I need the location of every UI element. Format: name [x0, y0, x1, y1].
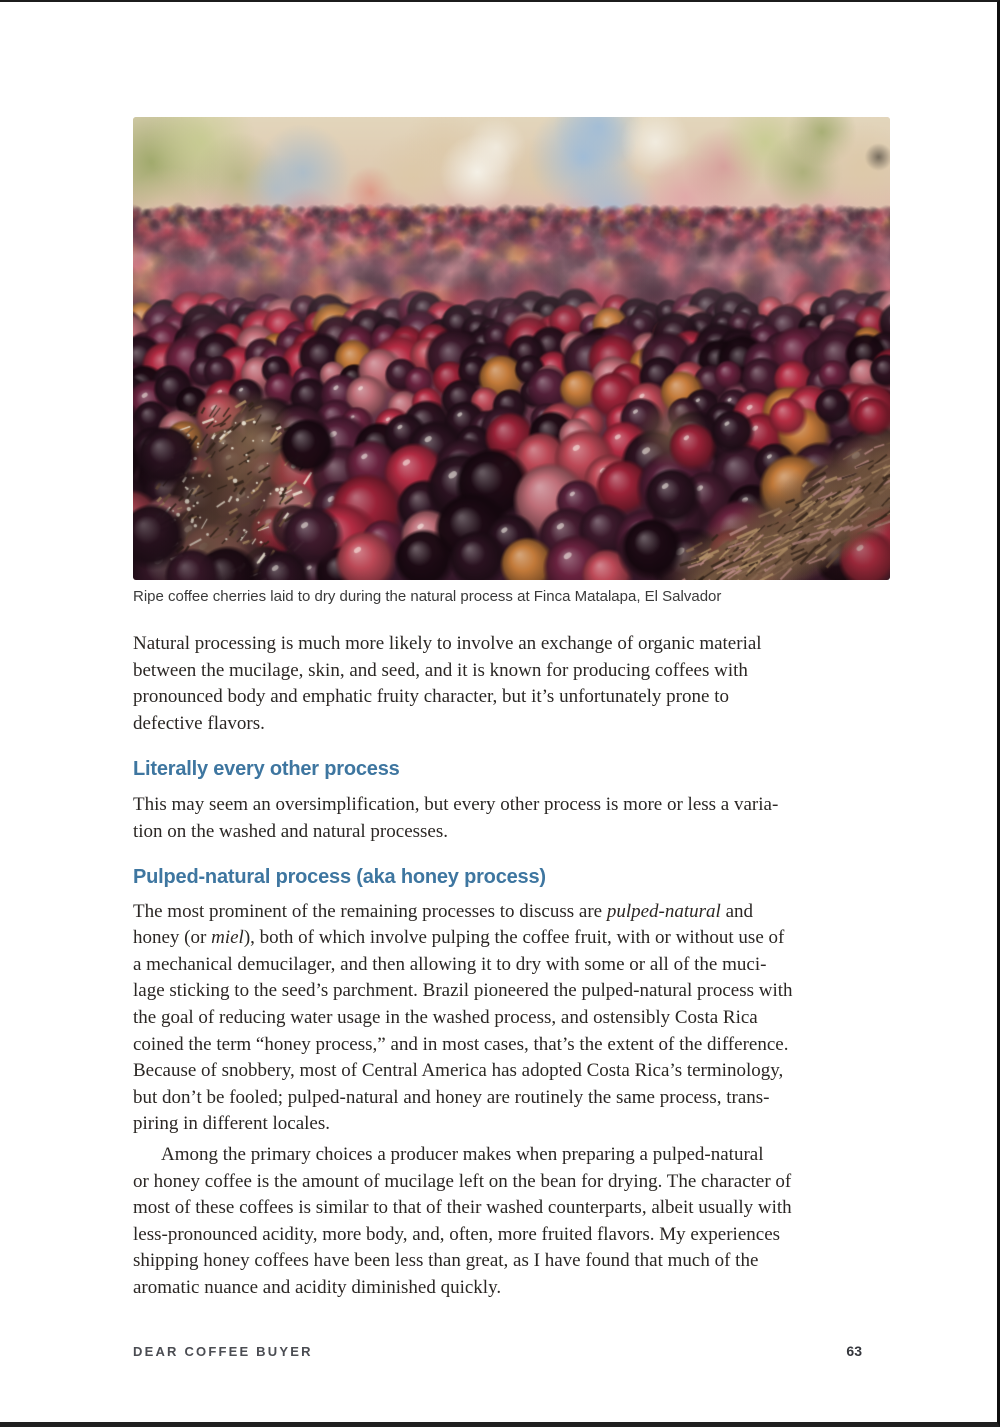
page-number: 63	[846, 1343, 862, 1359]
coffee-cherries-photo	[133, 117, 890, 580]
page-footer	[133, 1343, 890, 1359]
paragraph-among-choices: Among the primary choices a producer makes when preparing a pulped-natural or honey coffee is the amount of mucilage left on the bean for drying. The character of most of these coffees is similar to that of their washed counterparts, albeit usually with less-pronounced acidity, more body, and, often, more fruited flavors. My experiences shipping honey coffees have been less than great, as I have found that much of the aromatic nuance and acidity diminished quickly.	[133, 1143, 792, 1298]
heading-pulped-natural: Pulped-natural process (aka honey process)	[133, 865, 546, 888]
photo-caption: Ripe coffee cherries laid to dry during the natural process at Finca Matalapa, El Salvador	[133, 588, 722, 605]
page-content	[133, 117, 890, 1301]
paragraph-variation: This may seem an oversimplification, but every other process is more or less a varia- tion on the washed and natural processes.	[133, 794, 779, 842]
paragraph-pulped-natural: The most prominent of the remaining processes to discuss are pulped-natural and honey (or miel), both of which involve pulping the coffee fruit, with or without use of a mechanical demucilager, and then allowing it to dry with some or all of the muci- lage sticking to the seed’s parchment. Brazil pioneered the pulped-natural process with the goal of reducing water usage in the washed process, and ostensibly Costa Rica coined the term “honey process,” and in most cases, that’s the extent of the difference. Because of snobbery, most of Central America has adopted Costa Rica’s terminology, but don’t be fooled; pulped-natural and honey are routinely the same process, trans- piring in different locales.	[133, 900, 793, 1135]
running-book-title: DEAR COFFEE BUYER	[133, 1344, 313, 1359]
heading-every-other-process: Literally every other process	[133, 758, 400, 781]
paragraph-intro: Natural processing is much more likely to involve an exchange of organic material between the mucilage, skin, and seed, and it is known for producing coffees with pronounced body and emphatic fruity character, but it’s unfortunately prone to defective flavors.	[133, 633, 762, 734]
